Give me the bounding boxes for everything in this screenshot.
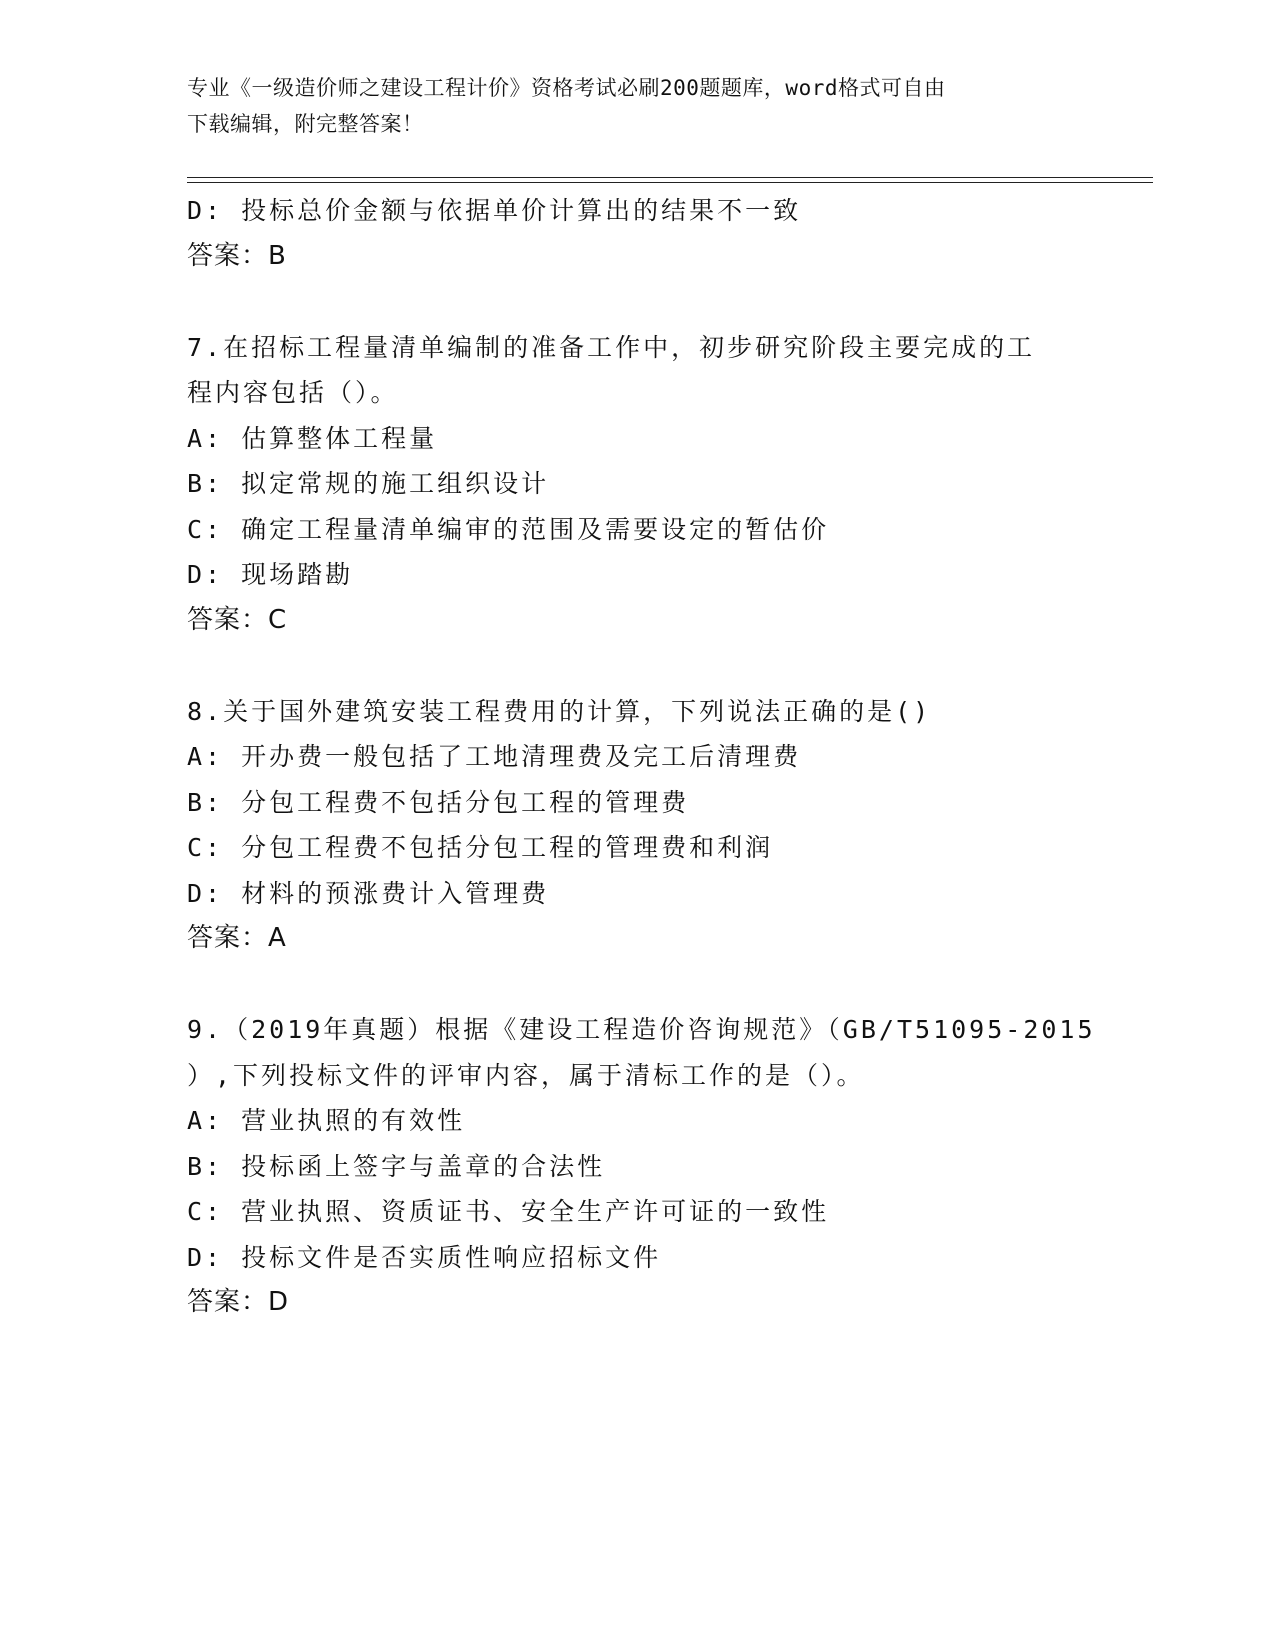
- option-c: C: 营业执照、资质证书、安全生产许可证的一致性: [187, 1197, 830, 1226]
- option-d: D: 投标文件是否实质性响应招标文件: [187, 1242, 662, 1272]
- option-a: A: 营业执照的有效性: [187, 1106, 466, 1135]
- answer-line: 答案：D: [187, 1287, 290, 1317]
- header-line-2: 下载编辑，附完整答案！: [187, 112, 424, 136]
- answer-line: 答案：C: [187, 604, 288, 635]
- question-stem-continued: 程内容包括（）。: [187, 378, 399, 407]
- answer-line: 答案：A: [187, 923, 287, 953]
- spacer: [187, 643, 1087, 689]
- question-block-7: [187, 325, 1087, 644]
- question-stem: 9.（2019年真题）根据《建设工程造价咨询规范》（GB/T51095-2015: [187, 1015, 1096, 1044]
- question-block-9: [187, 1007, 1096, 1326]
- option-a: A: 估算整体工程量: [187, 423, 438, 453]
- option-d: D: 现场踏勘: [187, 560, 354, 589]
- option-b: B: 分包工程费不包括分包工程的管理费: [187, 787, 690, 817]
- question-block-6-tail: [187, 188, 1087, 279]
- option-d: D: 投标总价金额与依据单价计算出的结果不一致: [187, 196, 802, 225]
- header-divider-top: [187, 177, 1153, 178]
- option-d: D: 材料的预涨费计入管理费: [187, 878, 550, 908]
- option-a: A: 开办费一般包括了工地清理费及完工后清理费: [187, 742, 802, 771]
- header-divider-bottom: [187, 182, 1153, 183]
- document-header: [187, 70, 1067, 142]
- option-b: B: 投标函上签字与盖章的合法性: [187, 1151, 606, 1181]
- option-c: C: 确定工程量清单编审的范围及需要设定的暂估价: [187, 514, 830, 544]
- question-block-8: [187, 689, 1087, 962]
- header-line-1: 专业《一级造价师之建设工程计价》资格考试必刷200题题库，word格式可自由: [187, 76, 946, 100]
- question-stem: 8.关于国外建筑安装工程费用的计算，下列说法正确的是(): [187, 696, 932, 726]
- spacer: [187, 962, 1087, 1008]
- question-stem: 7.在招标工程量清单编制的准备工作中，初步研究阶段主要完成的工: [187, 332, 1036, 362]
- document-body: [187, 188, 1096, 1326]
- spacer: [187, 279, 1087, 325]
- answer-line: 答案：B: [187, 240, 287, 271]
- option-b: B: 拟定常规的施工组织设计: [187, 469, 550, 498]
- question-stem-continued: ）,下列投标文件的评审内容，属于清标工作的是（）。: [187, 1060, 865, 1090]
- option-c: C: 分包工程费不包括分包工程的管理费和利润: [187, 833, 774, 862]
